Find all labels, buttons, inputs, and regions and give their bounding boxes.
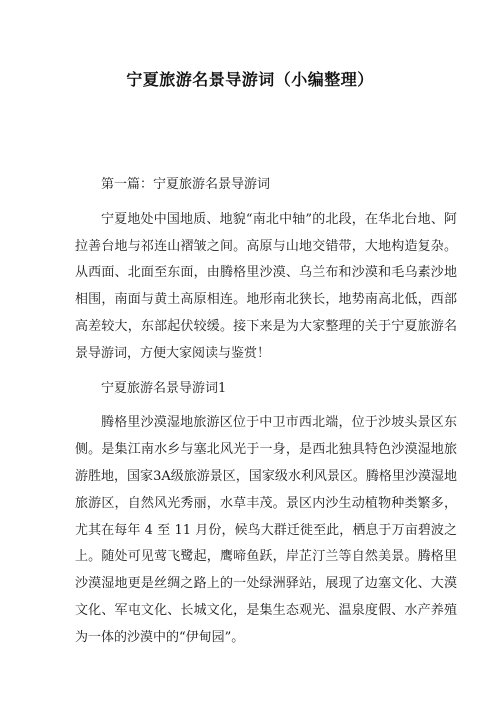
intro-paragraph: 宁夏地处中国地质、地貌“南北中轴”的北段，在华北台地、阿拉善台地与祁连山褶皱之间。高原与山地交错带，大地构造复杂。从西面、北面至东面，由腾格里沙漠、乌兰布和沙漠和毛乌素沙地相围，南面与黄土高原相连。地形南北狭长，地势南高北低，西部高差较大，东部起伏较缓。接下来是为大家整理的关于宁夏旅游名景导游词，方便大家阅读与鉴赏！ <box>75 211 457 361</box>
sub-heading: 宁夏旅游名景导游词1 <box>101 380 227 396</box>
document-body <box>75 172 457 660</box>
section-heading: 第一篇：宁夏旅游名景导游词 <box>101 177 271 192</box>
document-title: 宁夏旅游名景导游词（小编整理） <box>126 70 374 89</box>
body-paragraph: 腾格里沙漠湿地旅游区位于中卫市西北端，位于沙坡头景区东侧。是集江南水乡与塞北风光于一身，是西北独具特色沙漠湿地旅游胜地，国家3A级旅游景区，国家级水利风景区。腾格里沙漠湿地旅游区，自然风光秀丽，水草丰茂。景区内沙生动植物种类繁多，尤其在每年 4 至 11 月份，候鸟大群迁徙至此，栖息于万亩碧波之上。随处可见莺飞鹭起，鹰啼鱼跃，岸芷汀兰等自然美景。腾格里沙漠湿地更是丝绸之路上的一处绿洲驿站，展现了边塞文化、大漠文化、军屯文化、长城文化，是集生态观光、温泉度假、水产养殖为一体的沙漠中的“伊甸园”。 <box>75 415 457 645</box>
